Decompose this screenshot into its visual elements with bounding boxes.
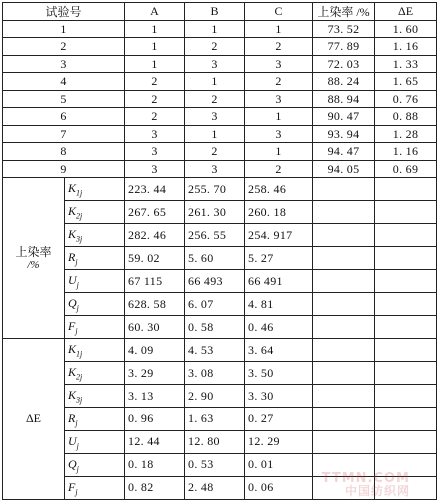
- statistic-symbol: [65, 430, 125, 453]
- empty-cell: [313, 430, 375, 453]
- level-b: 1: [185, 73, 245, 90]
- symbol-subscript: j: [75, 487, 78, 497]
- factor-c-value: 66 491: [245, 270, 313, 293]
- factor-b-value: 3. 08: [185, 362, 245, 385]
- empty-cell: [375, 476, 437, 499]
- table-row: [3, 316, 437, 339]
- dye-rate-value: 90. 47: [313, 108, 375, 125]
- empty-cell: [313, 178, 375, 201]
- empty-cell: [313, 224, 375, 247]
- delta-e-value: 0. 69: [375, 160, 437, 178]
- factor-b-value: 0. 58: [185, 316, 245, 339]
- dye-rate-value: 72. 03: [313, 55, 375, 72]
- empty-cell: [313, 270, 375, 293]
- level-c: 2: [245, 38, 313, 55]
- empty-cell: [375, 201, 437, 224]
- trial-number: 1: [3, 21, 125, 38]
- factor-c-value: 0. 06: [245, 476, 313, 499]
- factor-a-value: 223. 44: [125, 178, 185, 201]
- factor-a-value: 4. 09: [125, 339, 185, 362]
- dye-rate-value: 88. 24: [313, 73, 375, 90]
- level-a: 2: [125, 90, 185, 107]
- symbol-letter: R: [68, 250, 76, 265]
- empty-cell: [313, 362, 375, 385]
- symbol-subscript: j: [76, 280, 79, 290]
- level-b: 3: [185, 108, 245, 125]
- dye-rate-value: 77. 89: [313, 38, 375, 55]
- empty-cell: [375, 408, 437, 431]
- header-col-a: A: [125, 3, 185, 21]
- level-b: 3: [185, 55, 245, 72]
- factor-a-value: 0. 18: [125, 453, 185, 476]
- factor-b-value: 12. 80: [185, 430, 245, 453]
- symbol-letter: K: [68, 181, 77, 196]
- trial-number: 5: [3, 90, 125, 107]
- empty-cell: [375, 270, 437, 293]
- table-row: [3, 385, 437, 408]
- symbol-subscript: 1j: [76, 349, 83, 359]
- trial-rows: [3, 21, 437, 178]
- header-dye-rate: 上染率 /%: [313, 3, 375, 21]
- symbol-letter: K: [68, 387, 77, 402]
- level-b: 2: [185, 143, 245, 160]
- level-a: 1: [125, 21, 185, 38]
- table-row: [3, 125, 437, 142]
- factor-a-value: 0. 96: [125, 408, 185, 431]
- header-trial-no: 试验号: [3, 3, 125, 21]
- empty-cell: [375, 430, 437, 453]
- delta-e-value: 1. 16: [375, 143, 437, 160]
- statistic-symbol: [65, 247, 125, 270]
- factor-a-value: 628. 58: [125, 293, 185, 316]
- statistic-symbol: [65, 385, 125, 408]
- level-a: 1: [125, 55, 185, 72]
- table-row: [3, 476, 437, 499]
- factor-c-value: 0. 27: [245, 408, 313, 431]
- symbol-letter: U: [68, 273, 77, 288]
- orthogonal-test-table: [2, 2, 437, 500]
- empty-cell: [375, 293, 437, 316]
- delta-e-value: 1. 28: [375, 125, 437, 142]
- factor-b-value: 4. 53: [185, 339, 245, 362]
- factor-b-value: 1. 63: [185, 408, 245, 431]
- trial-number: 7: [3, 125, 125, 142]
- statistic-symbol: [65, 201, 125, 224]
- symbol-letter: K: [68, 341, 77, 356]
- level-c: 1: [245, 143, 313, 160]
- symbol-letter: R: [68, 410, 76, 425]
- group-label-unit: /%: [27, 258, 40, 271]
- level-a: 3: [125, 143, 185, 160]
- level-b: 1: [185, 21, 245, 38]
- statistic-symbol: [65, 453, 125, 476]
- table-row: [3, 339, 437, 362]
- table-row: [3, 293, 437, 316]
- empty-cell: [313, 316, 375, 339]
- factor-c-value: 3. 50: [245, 362, 313, 385]
- table-row: [3, 108, 437, 125]
- dye-rate-value: 73. 52: [313, 21, 375, 38]
- factor-c-value: 12. 29: [245, 430, 313, 453]
- table-row: [3, 430, 437, 453]
- level-c: 3: [245, 90, 313, 107]
- factor-b-value: 66 493: [185, 270, 245, 293]
- symbol-letter: Q: [68, 296, 77, 311]
- group-label-main: 上染率: [15, 244, 52, 259]
- factor-a-value: 0. 82: [125, 476, 185, 499]
- dye-rate-value: 94. 05: [313, 160, 375, 178]
- symbol-subscript: 2j: [76, 372, 83, 382]
- symbol-subscript: 2j: [76, 211, 83, 221]
- table-row: [3, 201, 437, 224]
- table-row: [3, 21, 437, 38]
- delta-e-value: 0. 88: [375, 108, 437, 125]
- level-c: 1: [245, 108, 313, 125]
- symbol-letter: F: [68, 479, 76, 494]
- symbol-letter: K: [68, 227, 77, 242]
- factor-b-value: 256. 55: [185, 224, 245, 247]
- trial-number: 3: [3, 55, 125, 72]
- factor-c-value: 260. 18: [245, 201, 313, 224]
- table-row: [3, 73, 437, 90]
- table-row: [3, 143, 437, 160]
- level-a: 2: [125, 108, 185, 125]
- level-c: 1: [245, 21, 313, 38]
- statistic-symbol: [65, 476, 125, 499]
- group-label: [3, 178, 65, 339]
- table-row: [3, 38, 437, 55]
- table-row: [3, 178, 437, 201]
- table-row: [3, 55, 437, 72]
- symbol-letter: K: [68, 204, 77, 219]
- factor-c-value: 4. 81: [245, 293, 313, 316]
- factor-c-value: 3. 30: [245, 385, 313, 408]
- empty-cell: [375, 339, 437, 362]
- header-col-c: C: [245, 3, 313, 21]
- statistic-symbol: [65, 293, 125, 316]
- table-row: [3, 247, 437, 270]
- symbol-letter: F: [68, 318, 76, 333]
- symbol-subscript: j: [76, 441, 79, 451]
- factor-a-value: 59. 02: [125, 247, 185, 270]
- factor-a-value: 67 115: [125, 270, 185, 293]
- header-col-b: B: [185, 3, 245, 21]
- empty-cell: [313, 201, 375, 224]
- header-row: [3, 3, 437, 21]
- empty-cell: [375, 224, 437, 247]
- table-row: [3, 270, 437, 293]
- symbol-letter: K: [68, 364, 77, 379]
- factor-b-value: 5. 60: [185, 247, 245, 270]
- factor-a-value: 3. 13: [125, 385, 185, 408]
- empty-cell: [375, 247, 437, 270]
- factor-a-value: 3. 29: [125, 362, 185, 385]
- table-row: [3, 160, 437, 178]
- level-b: 2: [185, 90, 245, 107]
- statistic-symbol: [65, 362, 125, 385]
- factor-a-value: 12. 44: [125, 430, 185, 453]
- factor-a-value: 60. 30: [125, 316, 185, 339]
- level-a: 3: [125, 125, 185, 142]
- symbol-subscript: j: [75, 418, 78, 428]
- table-row: [3, 362, 437, 385]
- factor-b-value: 261. 30: [185, 201, 245, 224]
- header-delta-e: ΔE: [375, 3, 437, 21]
- symbol-subscript: j: [75, 257, 78, 267]
- trial-number: 4: [3, 73, 125, 90]
- symbol-subscript: j: [76, 464, 79, 474]
- statistic-symbol: [65, 224, 125, 247]
- delta-e-value: 1. 16: [375, 38, 437, 55]
- factor-c-value: 0. 01: [245, 453, 313, 476]
- level-c: 3: [245, 125, 313, 142]
- symbol-subscript: 3j: [76, 395, 83, 405]
- trial-number: 9: [3, 160, 125, 178]
- level-b: 2: [185, 38, 245, 55]
- dye-rate-value: 93. 94: [313, 125, 375, 142]
- trial-number: 8: [3, 143, 125, 160]
- table-row: [3, 408, 437, 431]
- symbol-letter: Q: [68, 456, 77, 471]
- empty-cell: [375, 316, 437, 339]
- level-a: 3: [125, 160, 185, 178]
- statistic-symbol: [65, 178, 125, 201]
- delta-e-value: 1. 60: [375, 21, 437, 38]
- factor-b-value: 6. 07: [185, 293, 245, 316]
- dye-rate-value: 94. 47: [313, 143, 375, 160]
- factor-c-value: 254. 917: [245, 224, 313, 247]
- factor-c-value: 5. 27: [245, 247, 313, 270]
- group-label: [3, 339, 65, 500]
- table-row: [3, 224, 437, 247]
- level-a: 2: [125, 73, 185, 90]
- factor-b-value: 2. 48: [185, 476, 245, 499]
- watermark-line-2: 中国纺织网: [344, 484, 410, 499]
- table-row: [3, 90, 437, 107]
- level-c: 2: [245, 160, 313, 178]
- statistic-symbol: [65, 339, 125, 362]
- symbol-subscript: j: [75, 326, 78, 336]
- empty-cell: [313, 408, 375, 431]
- level-c: 3: [245, 55, 313, 72]
- level-a: 1: [125, 38, 185, 55]
- factor-c-value: 3. 64: [245, 339, 313, 362]
- factor-b-value: 2. 90: [185, 385, 245, 408]
- empty-cell: [375, 362, 437, 385]
- empty-cell: [313, 247, 375, 270]
- symbol-subscript: 1j: [76, 188, 83, 198]
- watermark-line-1: TTMN.COM: [321, 470, 410, 486]
- empty-cell: [375, 453, 437, 476]
- level-b: 3: [185, 160, 245, 178]
- symbol-subscript: j: [76, 303, 79, 313]
- delta-e-value: 1. 33: [375, 55, 437, 72]
- factor-b-value: 255. 70: [185, 178, 245, 201]
- empty-cell: [375, 178, 437, 201]
- group-label-main: ΔE: [25, 411, 42, 426]
- empty-cell: [375, 385, 437, 408]
- empty-cell: [313, 476, 375, 499]
- factor-a-value: 267. 65: [125, 201, 185, 224]
- trial-number: 6: [3, 108, 125, 125]
- empty-cell: [313, 293, 375, 316]
- statistic-symbol: [65, 408, 125, 431]
- level-b: 1: [185, 125, 245, 142]
- symbol-letter: U: [68, 433, 77, 448]
- factor-a-value: 282. 46: [125, 224, 185, 247]
- trial-number: 2: [3, 38, 125, 55]
- factor-b-value: 0. 53: [185, 453, 245, 476]
- statistic-symbol: [65, 270, 125, 293]
- level-c: 2: [245, 73, 313, 90]
- empty-cell: [313, 453, 375, 476]
- factor-c-value: 0. 46: [245, 316, 313, 339]
- factor-c-value: 258. 46: [245, 178, 313, 201]
- empty-cell: [313, 385, 375, 408]
- statistic-symbol: [65, 316, 125, 339]
- dye-rate-value: 88. 94: [313, 90, 375, 107]
- statistics-rows: [3, 178, 437, 500]
- delta-e-value: 1. 65: [375, 73, 437, 90]
- delta-e-value: 0. 76: [375, 90, 437, 107]
- table-row: [3, 453, 437, 476]
- symbol-subscript: 3j: [76, 234, 83, 244]
- empty-cell: [313, 339, 375, 362]
